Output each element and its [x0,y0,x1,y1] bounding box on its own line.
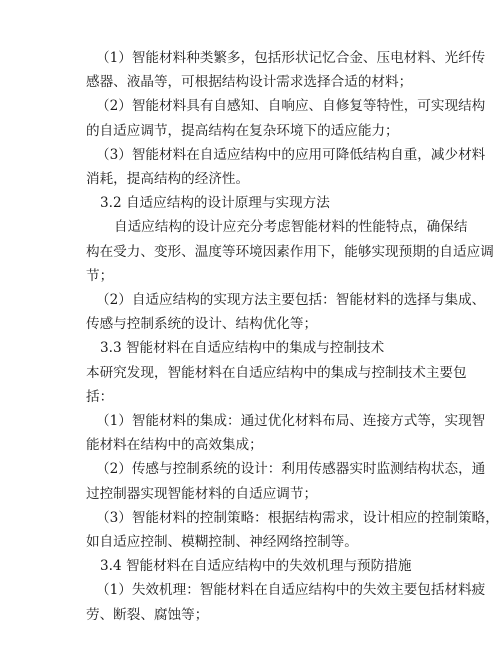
paragraph-line: 构在受力、变形、温度等环境因素作用下，能够实现预期的自适应调 [86,244,494,260]
paragraph-line: （3）智能材料在自适应结构中的应用可降低结构自重，减少材料 [96,147,486,163]
paragraph-line: 的自适应调节，提高结构在复杂环境下的适应能力； [86,123,399,139]
paragraph-line: （1）失效机理：智能材料在自适应结构中的失效主要包括材料疲 [96,582,486,598]
paragraph-line: （3）智能材料的控制策略：根据结构需求，设计相应的控制策略， [96,510,499,526]
paragraph-line: 本研究发现，智能材料在自适应结构中的集成与控制技术主要包 [86,365,467,381]
paragraph-line: 劳、断裂、腐蚀等； [86,607,209,623]
paragraph-line: 过控制器实现智能材料的自适应调节； [86,486,318,502]
paragraph-line: 如自适应控制、模糊控制、神经网络控制等。 [86,534,358,550]
paragraph-line: 括： [86,389,114,405]
paragraph-line: （2）自适应结构的实现方法主要包括：智能材料的选择与集成、 [96,292,486,308]
paragraph-line: 感器、液晶等，可根据结构设计需求选择合适的材料； [86,74,413,90]
section-heading: 3.2 自适应结构的设计原理与实现方法 [100,195,330,211]
paragraph-line: 消耗，提高结构的经济性。 [86,171,250,187]
paragraph-line: 传感与控制系统的设计、结构优化等； [86,316,318,332]
paragraph-line: （1）智能材料的集成：通过优化材料布局、连接方式等，实现智 [96,413,486,429]
section-heading: 3.4 智能材料在自适应结构中的失效机理与预防措施 [100,558,412,574]
paragraph-line: （2）智能材料具有自感知、自响应、自修复等特性，可实现结构 [96,98,486,114]
paragraph-line: 自适应结构的设计应充分考虑智能材料的性能特点，确保结 [114,219,468,235]
paragraph-line: 节； [86,268,114,284]
paragraph-line: （1）智能材料种类繁多，包括形状记忆合金、压电材料、光纤传 [96,50,486,66]
paragraph-line: 能材料在结构中的高效集成； [86,437,263,453]
section-heading: 3.3 智能材料在自适应结构中的集成与控制技术 [100,340,385,356]
paragraph-line: （2）传感与控制系统的设计：利用传感器实时监测结构状态，通 [96,461,486,477]
